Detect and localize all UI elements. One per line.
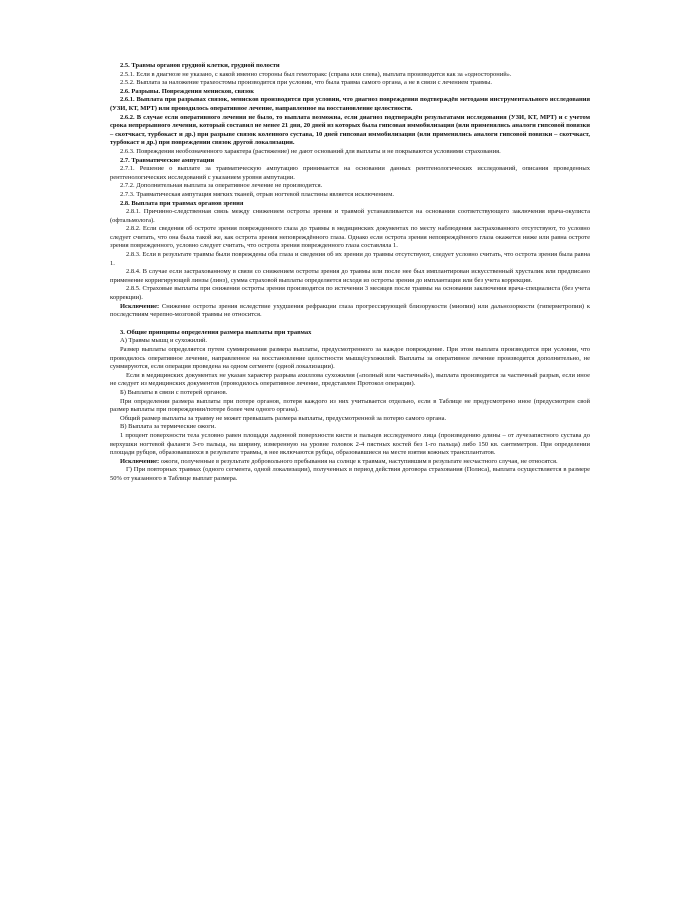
subsection-b-title: Б) Выплаты в связи с потерей органов. (120, 388, 228, 396)
section-2-8-title: 2.8. Выплата при травмах органов зрения (120, 199, 244, 207)
paragraph-v-1: 1 процент поверхности тела условно равен площади ладонной поверхности кисти и пальцев исследуемого лица (произведению длины – от лучезапястного сустава до верхушки ногтевой фаланги 3-го пальца, на ширину, измеренную на уровне головок 2-4 пястных костей без 1-го пальца) либо 150 кв. сантиметров. При определении площади рубцов, образовавшихся в результате травмы, в нее включаются рубцы, образовавшиеся на месте взятия кожных трансплантатов. (110, 431, 590, 457)
paragraph-g-1: Г) При повторных травмах (одного сегмента, одной локализации), полученных в период действия договора страхования (Полиса), выплата осуществляется в размере 50% от указанного в Таблице выплат размера. (110, 466, 590, 482)
paragraph-2-8-2: 2.8.2. Если сведения об остроте зрения поврежденного глаза до травмы в медицинских документах по месту наблюдения застрахованного отсутствуют, то условно следует считать, что она была такой же, как острота зрения неповреждённого глаза. Однако если острота зрения неповреждённого глаза окажется ниже или равна остроте зрения поврежденного, условно следует считать, что острота зрения поврежденного глаза составляла 1. (110, 225, 590, 250)
section-2-7-title: 2.7. Травматические ампутации (120, 156, 215, 164)
paragraph-a-1: Размер выплаты определяется путем суммирования размера выплаты, предусмотренного за каждое повреждение. При этом выплата производится при условии, что проводилось оперативное лечение, направленное на восстановление целостности мышц/сухожилий. Выплаты за оперативное лечение производятся дополнительно, не суммируются, если операция проведена на одном сегменте (одной локализации). (110, 346, 590, 371)
paragraph-2-6-3: 2.6.3. Повреждения необозначенного характера (растяжение) не дают оснований для выплаты и не покрываются условиями страхования. (120, 147, 501, 155)
paragraph-b-2: Общий размер выплаты за травму не может превышать размера выплаты, предусмотренной за потерю самого органа. (120, 414, 447, 422)
paragraph-2-8-1: 2.8.1. Причинно-следственная связь между снижением остроты зрения и травмой устанавливается на основании соответствующего заключения врача-окулиста (офтальмолога). (110, 208, 590, 224)
paragraph-2-6-1: 2.6.1. Выплата при разрывах связок, менисков производится при условии, что диагноз повреждения подтверждён методами инструментального исследования (УЗИ, КТ, МРТ) или проводилось оперативное лечение, направленное на восстановление целостности. (110, 96, 590, 112)
section-gap (110, 320, 590, 329)
section-2-5-title: 2.5. Травмы органов грудной клетки, грудной полости (120, 62, 280, 69)
exception-text: ожоги, полученные в результате добровольного пребывания на солнце к травмам, наступившим в результате несчастного случая, не относятся. (159, 457, 558, 465)
paragraph-2-7-1: 2.7.1. Решение о выплате за травматическую ампутацию принимается на основании данных рентгенологических исследований, описания проведенных рентгенологических исследований с указанием уровня ампутации. (110, 165, 590, 181)
paragraph-2-5-2: 2.5.2. Выплата за наложение трахеостомы производится при условии, что была травма самого органа, а не в связи с лечением травмы. (120, 79, 493, 87)
document-page (110, 62, 590, 484)
exception-label: Исключение: (120, 457, 160, 465)
paragraph-2-7-3: 2.7.3. Травматическая ампутация мягких тканей, отрыв ногтевой пластины является исключением. (120, 190, 394, 198)
paragraph-2-6-2: 2.6.2. В случае если оперативного лечения не было, то выплата возможна, если диагноз подтверждён результатами исследования (УЗИ, КТ, МРТ) и с учетом срока непрерывного лечения, который составил не менее 21 дня, 20 дней из которых была гипсовая иммобилизация (или применялись аналоги гипсовой повязки – скотчкаст, турбокаст и др.) при разрыве связок коленного сустава, 10 дней гипсовая иммобилизация (или применялись аналоги гипсовой повязки – скотчкаст, турбокаст и др.) при повреждении связок другой локализации. (110, 113, 590, 147)
paragraph-2-5-1: 2.5.1. Если в диагнозе не указано, с какой именно стороны был гемоторакс (справа или слева), выплата производится как за «одностороний». (120, 70, 512, 78)
paragraph-2-7-2: 2.7.2. Дополнительная выплата за оперативное лечение не производится. (120, 182, 323, 190)
section-3-title: 3. Общие принципы определения размера выплаты при травмах (120, 328, 312, 336)
subsection-a-title: А) Травмы мышц и сухожилий. (120, 337, 208, 345)
paragraph-b-1: При определении размера выплаты при потере органов, потеря каждого из них учитывается отдельно, если в Таблице не предусмотрено иное (предусмотрен свой размер выплаты при повреждении/потере более чем одного органа). (110, 397, 590, 414)
paragraph-2-8-5: 2.8.5. Страховые выплаты при снижении остроты зрения производятся по истечении 3 месяцев после травмы на основании заключения врача-специалиста (без учета коррекции). (110, 285, 590, 302)
paragraph-2-8-4: 2.8.4. В случае если застрахованному в связи со снижением остроты зрения до травмы или после нее был имплантирован искусственный хрусталик или предписано применение корригирующей линзы (линз), сумма страховой выплаты определяется исходя из остроты зрения до имплантации или без учета коррекции. (110, 268, 590, 284)
subsection-v-title: В) Выплата за термические ожоги. (120, 423, 217, 431)
exception-label: Исключение: (120, 302, 160, 310)
exception-text: Снижение остроты зрения вследствие ухудшения рефракции глаза прогрессирующей близорукости (миопии) или дальнозоркости (гиперметропии) к последствиям черепно-мозговой травмы не относится. (110, 302, 590, 319)
section-2-6-title: 2.6. Разрывы. Повреждения менисков, связок (120, 87, 254, 95)
paragraph-2-8-3: 2.8.3. Если в результате травмы были повреждены оба глаза и сведения об их зрении до травмы отсутствуют, следует условно считать, что острота зрения была равна 1. (110, 251, 590, 267)
paragraph-2-8-exception (110, 303, 590, 320)
paragraph-v-exception (110, 458, 590, 467)
paragraph-a-2: Если в медицинских документах не указан характер разрыва ахиллова сухожилия («полный или частичный»), выплата производится за частичный разрыв, если иное не следует из медицинских документов (проводилось оперативное лечение, представлен Протокол операции). (110, 371, 590, 388)
